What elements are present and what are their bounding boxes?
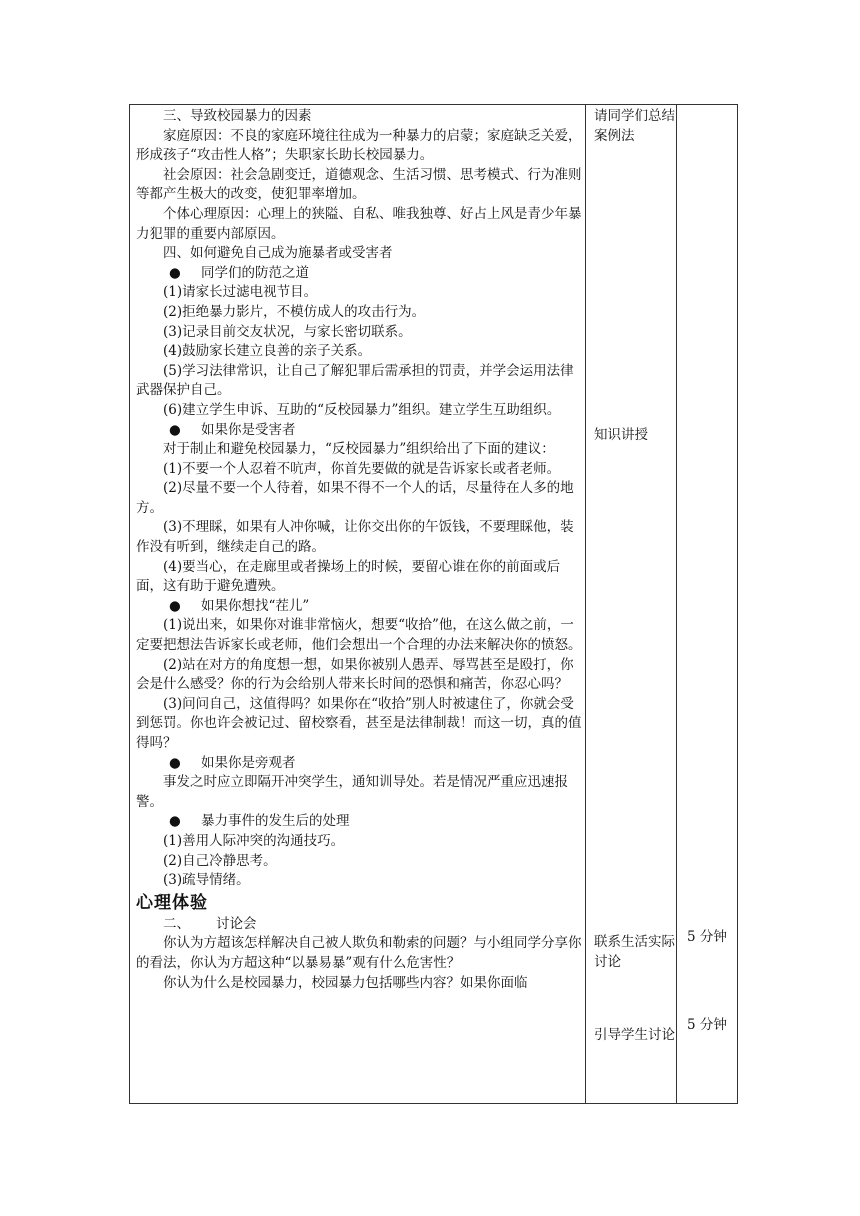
lesson-plan-table — [129, 104, 738, 1104]
bullet-heading: ● 如果你是旁观者 — [136, 754, 584, 774]
paragraph: 你认为什么是校园暴力，校园暴力包括哪些内容？如果你面临 — [163, 974, 528, 991]
bullet-dot: ● — [169, 264, 181, 281]
paragraph: 社会原因：社会急剧变迁，道德观念、生活习惯、思考模式、行为准则等都产生极大的改变，使犯罪率增加。 — [136, 166, 582, 203]
paragraph: 对于制止和避免校园暴力，“反校园暴力”组织给出了下面的建议： — [163, 441, 555, 458]
time-duration: 5 分钟 — [687, 1017, 727, 1033]
list-item: (3)不理睬，如果有人冲你喊，让你交出你的午饭钱，不要理睬他，装作没有听到，继续走自己的路。 — [136, 519, 574, 556]
section-title: 三、导致校园暴力的因素 — [163, 108, 312, 124]
list-item: (3)记录目前交友状况，与家长密切联系。 — [163, 323, 412, 340]
list-item: (5)学习法律常识，让自己了解犯罪后需承担的罚责，并学会运用法律武器保护自己。 — [136, 362, 574, 399]
column-divider-2 — [676, 105, 677, 1103]
paragraph: 个体心理原因：心理上的狭隘、自私、唯我独尊、好占上风是青少年暴力犯罪的重要内部原因。 — [136, 205, 582, 242]
list-item: (4)鼓励家长建立良善的亲子关系。 — [163, 343, 372, 360]
paragraph: 家庭原因：不良的家庭环境往往成为一种暴力的启蒙；家庭缺乏关爱，形成孩子“攻击性人格”；失职家长助长校园暴力。 — [136, 127, 582, 164]
list-item: (2)尽量不要一个人待着，如果不得不一个人的话，尽量待在人多的地方。 — [136, 480, 574, 516]
discussion-title: 二、 讨论会 — [163, 915, 257, 932]
list-item: (1)请家长过滤电视节目。 — [163, 284, 318, 301]
bullet-dot: ● — [169, 813, 181, 830]
paragraph: 你认为方超该怎样解决自己被人欺负和勒索的问题？与小组同学分享你的看法，你认为方超这种“以暴易暴”观有什么危害性？ — [136, 935, 582, 971]
experience-heading: 心理体验 — [136, 892, 208, 913]
list-item: (2)自己冷静思考。 — [163, 852, 277, 869]
section-title: 四、如何避免自己成为施暴者或受害者 — [163, 245, 393, 262]
bullet-heading: ● 如果你想找“茬儿” — [136, 597, 584, 617]
lesson-content-cell — [136, 107, 584, 993]
bullet-heading: ● 同学们的防范之道 — [136, 264, 584, 284]
bullet-dot: ● — [169, 597, 181, 614]
method-life-discussion: 联系生活实际讨论 — [594, 934, 675, 970]
method-lecture: 知识讲授 — [594, 427, 648, 443]
list-item: (2)拒绝暴力影片，不模仿成人的攻击行为。 — [163, 303, 426, 320]
list-item: (4)要当心，在走廊里或者操场上的时候，要留心谁在你的前面或后面，这有助于避免遭殃。 — [136, 558, 561, 595]
list-item: (1)说出来，如果你对谁非常恼火，想要“收拾”他，在这么做之前，一定要把想法告诉家长或老师，他们会想出一个合理的办法来解决你的愤怒。 — [136, 617, 582, 654]
list-item: (6)建立学生申诉、互助的“反校园暴力”组织。建立学生互助组织。 — [163, 401, 561, 418]
list-item: (1)善用人际冲突的沟通技巧。 — [163, 832, 345, 849]
bullet-dot: ● — [169, 421, 181, 438]
list-item: (3)疏导情绪。 — [163, 872, 250, 889]
time-duration: 5 分钟 — [687, 929, 727, 945]
bullet-heading: ● 暴力事件的发生后的处理 — [136, 812, 584, 832]
paragraph: 事发之时应立即隔开冲突学生，通知训导处。若是情况严重应迅速报警。 — [136, 774, 568, 810]
method-guided-discussion: 引导学生讨论 — [594, 1027, 675, 1043]
method-summary: 请同学们总结 案例法 — [594, 108, 675, 144]
list-item: (1)不要一个人忍着不吭声，你首先要做的就是告诉家长或者老师。 — [163, 460, 561, 477]
column-divider-1 — [585, 105, 586, 1103]
list-item: (3)问问自己，这值得吗？如果你在“收拾”别人时被逮住了，你就会受到惩罚。你也许会被记过、留校察看，甚至是法律制裁！而这一切，真的值得吗？ — [136, 695, 582, 751]
bullet-dot: ● — [169, 754, 181, 771]
list-item: (2)站在对方的角度想一想，如果你被别人愚弄、辱骂甚至是殴打，你会是什么感受？你的行为会给别人带来长时间的恐惧和痛苦，你忍心吗？ — [136, 656, 574, 693]
bullet-heading: ● 如果你是受害者 — [136, 421, 584, 441]
